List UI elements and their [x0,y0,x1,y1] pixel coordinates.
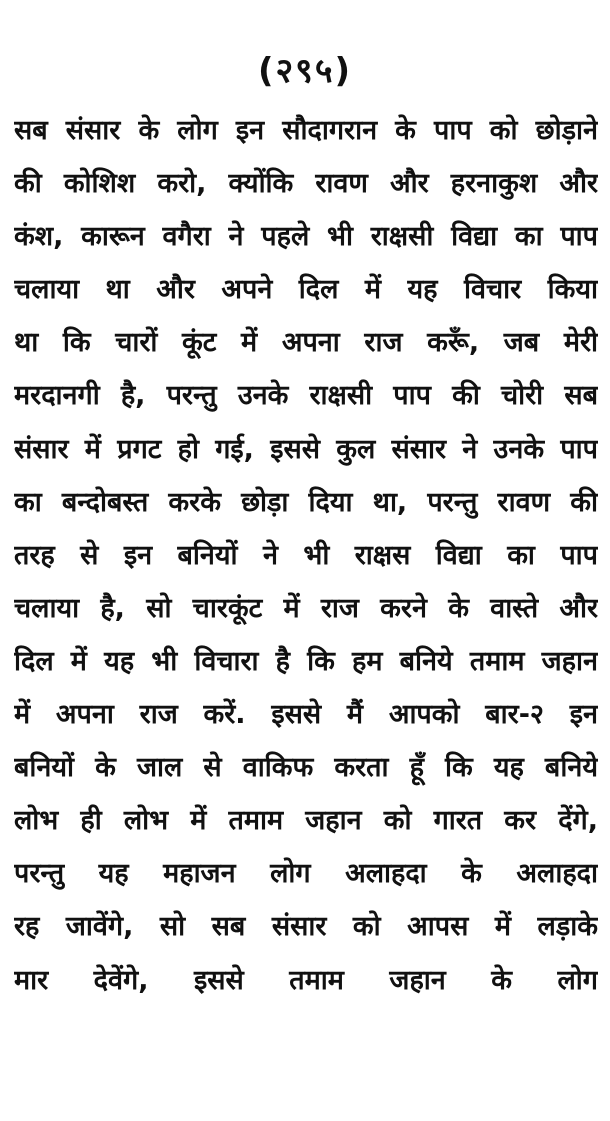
text-line: का बन्दोबस्त करके छोड़ा दिया था, परन्तु रावण की [14,486,598,518]
text-line: था कि चारों कूंट में अपना राज करूँ, जब मेरी [14,327,598,359]
text-line: मरदानगी है, परन्तु उनके राक्षसी पाप की चोरी सब [14,380,598,412]
text-line: संसार में प्रगट हो गई, इससे कुल संसार ने उनके पाप [14,433,598,465]
text-line: सब संसार के लोग इन सौदागरान के पाप को छोड़ाने [14,115,598,146]
text-line: चलाया है, सो चारकूंट में राज करने के वास्ते और [14,592,598,624]
text-line: कंश, कारून वगैरा ने पहले भी राक्षसी विद्या का पाप [14,221,598,253]
text-line: रह जावेंगे, सो सब संसार को आपस में लड़ाके [14,911,598,943]
text-line: मार देवेंगे, इससे तमाम जहान के लोग [14,964,598,996]
text-line: दिल में यह भी विचारा है कि हम बनिये तमाम जहान [14,645,598,677]
text-line: चलाया था और अपने दिल में यह विचार किया [14,274,598,306]
text-line: तरह से इन बनियों ने भी राक्षस विद्या का पाप [14,539,598,571]
text-line: में अपना राज करें. इससे मैं आपको बार-२ इन [14,699,598,731]
text-line: परन्तु यह महाजन लोग अलाहदा के अलाहदा [14,858,598,890]
body-text [14,104,598,1007]
text-line: बनियों के जाल से वाकिफ करता हूँ कि यह बनिये [14,752,598,784]
text-line: लोभ ही लोभ में तमाम जहान को गारत कर देंगे, [14,805,598,837]
text-line: की कोशिश करो, क्योंकि रावण और हरनाकुश और [14,168,598,200]
page-number: (२९५) [257,51,353,91]
